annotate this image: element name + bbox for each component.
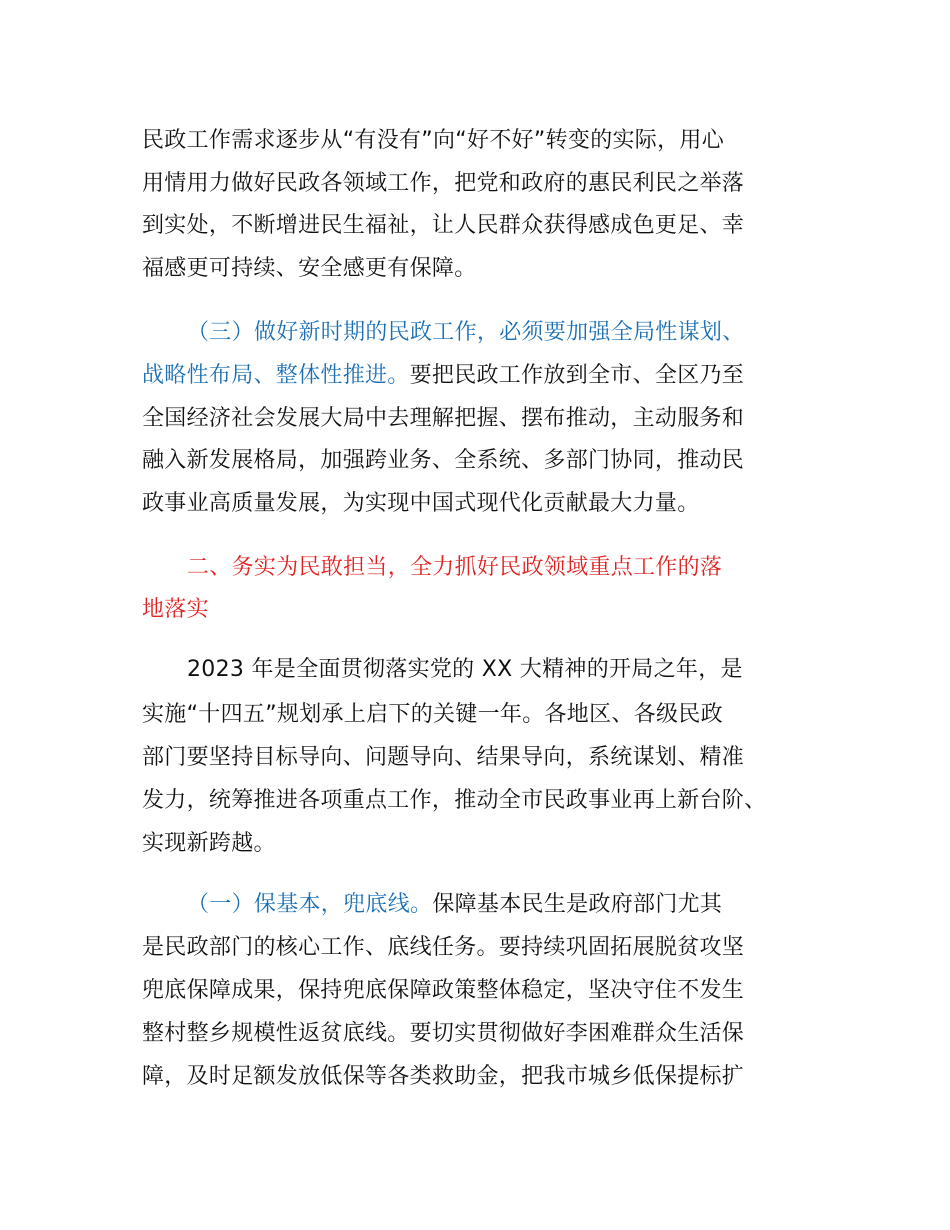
paragraph-line	[187, 890, 722, 920]
paragraph-line: 民政工作需求逐步从“有没有”向“好不好”转变的实际，用心	[142, 128, 724, 153]
paragraph-line	[142, 361, 744, 391]
subheading-3-continued: 战略性布局、整体性推进。	[142, 363, 410, 388]
paragraph-text: 要把民政工作放到全市、全区乃至	[409, 363, 745, 388]
subheading-3: （三）做好新时期的民政工作，必须要加强全局性谋划、	[187, 320, 745, 345]
paragraph-line: 障，及时足额发放低保等各类救助金，把我市城乡低保提标扩	[142, 1064, 745, 1089]
paragraph-line: 发力，统筹推进各项重点工作，推动全市民政事业再上新台阶、	[142, 788, 767, 813]
paragraph-line: 到实处，不断增进民生福祉，让人民群众获得感成色更足、幸	[142, 213, 745, 238]
paragraph-line: 福感更可持续、安全感更有保障。	[142, 256, 477, 281]
paragraph-line: 政事业高质量发展，为实现中国式现代化贡献最大力量。	[142, 491, 700, 516]
paragraph-line: 是民政部门的核心工作、底线任务。要持续巩固拓展脱贫攻坚	[142, 935, 745, 960]
paragraph-line: 整村整乡规模性返贫底线。要切实贯彻做好李困难群众生活保	[142, 1021, 745, 1046]
paragraph-line: 实现新跨越。	[142, 831, 276, 856]
paragraph-line: 用情用力做好民政各领域工作，把党和政府的惠民利民之举落	[142, 171, 745, 196]
section-heading: 二、务实为民敢担当，全力抓好民政领域重点工作的落	[187, 555, 723, 580]
paragraph-line: 实施“十四五”规划承上启下的关键一年。各地区、各级民政	[142, 702, 723, 727]
paragraph-text: 保障基本民生是政府部门尤其	[432, 892, 723, 917]
paragraph-line: 兜底保障成果，保持兜底保障政策整体稳定，坚决守住不发生	[142, 978, 745, 1003]
subheading-1: （一）保基本，兜底线。	[187, 892, 433, 917]
paragraph-line: 2023 年是全面贯彻落实党的 XX 大精神的开局之年，是	[187, 657, 743, 682]
paragraph-line: 融入新发展格局，加强跨业务、全系统、多部门协同，推动民	[142, 448, 745, 473]
paragraph-line: 全国经济社会发展大局中去理解把握、摆布推动，主动服务和	[142, 406, 745, 431]
section-heading-continued: 地落实	[142, 597, 209, 622]
paragraph-line: 部门要坚持目标导向、问题导向、结果导向，系统谋划、精准	[142, 745, 745, 770]
